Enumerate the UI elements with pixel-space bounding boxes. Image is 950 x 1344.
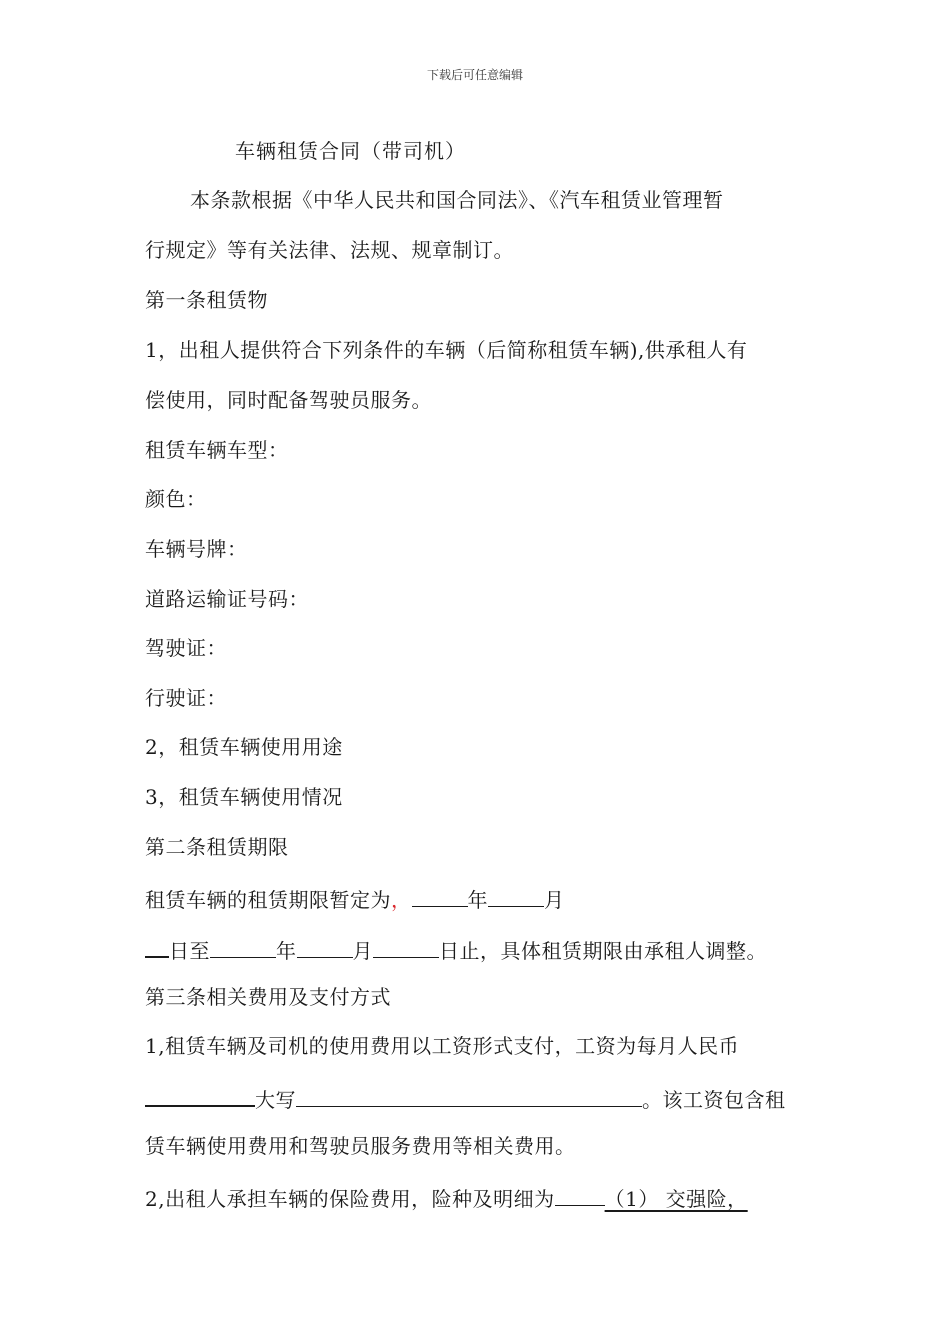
field-plate-number: 车辆号牌： <box>145 537 248 561</box>
end-month-blank[interactable] <box>297 935 353 958</box>
end-day-blank[interactable] <box>373 935 439 958</box>
start-year-blank[interactable] <box>412 884 468 907</box>
red-comma: ， <box>391 888 412 912</box>
article-2-line-2 <box>145 934 767 964</box>
article-1-clause-3: 3，租赁车辆使用情况 <box>145 785 343 809</box>
intro-paragraph-line-2: 行规定》等有关法律、法规、规章制订。 <box>145 238 514 262</box>
capital-label: 大写 <box>255 1088 296 1112</box>
lease-term-label: 租赁车辆的租赁期限暂定为 <box>145 888 391 912</box>
article-3-heading: 第三条相关费用及支付方式 <box>145 985 391 1009</box>
article-1-clause-1-line-1: 1，出租人提供符合下列条件的车辆（后简称租赁车辆),供承租人有 <box>145 338 748 362</box>
article-3-clause-2 <box>145 1183 748 1212</box>
field-vehicle-model: 租赁车辆车型： <box>145 438 289 462</box>
end-clause-text: 日止，具体租赁期限由承租人调整。 <box>439 939 767 963</box>
page-header: 下载后可任意编辑 <box>426 68 523 82</box>
field-driver-license: 驾驶证： <box>145 636 227 660</box>
end-year-label: 年 <box>276 939 297 963</box>
article-3-clause-1-line-2 <box>145 1083 786 1113</box>
insurance-text: 2,出租人承担车辆的保险费用，险种及明细为 <box>145 1187 555 1211</box>
start-day-blank[interactable] <box>145 934 169 958</box>
start-month-blank[interactable] <box>488 884 544 907</box>
end-year-blank[interactable] <box>210 935 276 958</box>
year-label: 年 <box>467 888 488 912</box>
article-1-clause-2: 2，租赁车辆使用用途 <box>145 735 343 759</box>
article-2-heading: 第二条租赁期限 <box>145 835 289 859</box>
amount-in-words-blank[interactable] <box>296 1084 642 1107</box>
article-1-clause-1-line-2: 偿使用，同时配备驾驶员服务。 <box>145 388 432 412</box>
insurance-item-1: （1） 交强险， <box>604 1187 748 1211</box>
clause-continuation: 。该工资包含租 <box>642 1088 786 1112</box>
article-1-heading: 第一条租赁物 <box>145 288 268 312</box>
day-to-label: 日至 <box>169 939 210 963</box>
article-3-clause-1-line-3: 赁车辆使用费用和驾驶员服务费用等相关费用。 <box>145 1134 576 1158</box>
field-color: 颜色： <box>145 487 207 511</box>
document-title: 车辆租赁合同（带司机） <box>235 139 466 163</box>
monthly-amount-blank[interactable] <box>145 1083 255 1107</box>
article-2-line-1 <box>145 884 565 913</box>
end-month-label: 月 <box>352 939 373 963</box>
intro-paragraph-line-1: 本条款根据《中华人民共和国合同法》、《汽车租赁业管理暂 <box>190 188 724 212</box>
insurance-blank[interactable] <box>555 1183 605 1206</box>
article-3-clause-1-line-1: 1,租赁车辆及司机的使用费用以工资形式支付，工资为每月人民币 <box>145 1034 740 1058</box>
field-transport-permit: 道路运输证号码： <box>145 587 309 611</box>
month-label: 月 <box>544 888 565 912</box>
field-vehicle-license: 行驶证： <box>145 686 227 710</box>
